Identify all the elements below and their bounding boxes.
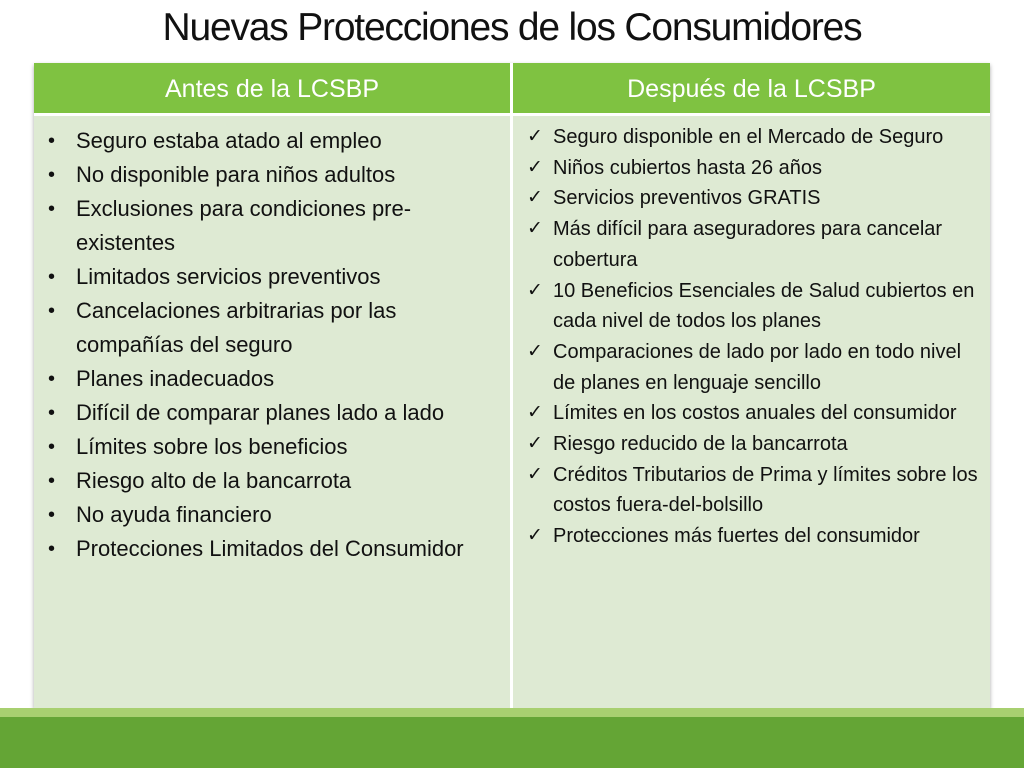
bullet-icon: •	[48, 266, 56, 288]
after-column	[513, 116, 990, 708]
before-item: • Seguro estaba atado al empleo	[44, 124, 500, 158]
before-item: • Planes inadecuados	[44, 362, 500, 396]
checkmark-icon: ✓	[527, 340, 543, 362]
comparison-table	[34, 63, 990, 708]
bullet-icon: •	[48, 436, 56, 458]
footer-band-light	[0, 708, 1024, 717]
bullet-icon: •	[48, 130, 56, 152]
after-item: ✓ Seguro disponible en el Mercado de Seguro	[523, 122, 984, 153]
checkmark-icon: ✓	[527, 463, 543, 485]
checkmark-icon: ✓	[527, 187, 543, 209]
footer-band-dark	[0, 717, 1024, 768]
checkmark-icon: ✓	[527, 525, 543, 547]
after-item: ✓ Comparaciones de lado por lado en todo nivel de planes en lenguaje sencillo	[523, 337, 984, 398]
bullet-icon: •	[48, 368, 56, 390]
after-item: ✓ Riesgo reducido de la bancarrota	[523, 429, 984, 460]
before-item: • Exclusiones para condiciones pre-existentes	[44, 192, 500, 260]
before-list	[34, 116, 510, 566]
before-item: • Cancelaciones arbitrarias por las compañías del seguro	[44, 294, 500, 362]
checkmark-icon: ✓	[527, 218, 543, 240]
checkmark-icon: ✓	[527, 126, 543, 147]
before-item: • No ayuda financiero	[44, 498, 500, 532]
checkmark-icon: ✓	[527, 433, 543, 455]
checkmark-icon: ✓	[527, 156, 543, 178]
before-column	[34, 116, 510, 708]
after-item: ✓ Niños cubiertos hasta 26 años	[523, 153, 984, 184]
bullet-icon: •	[48, 470, 56, 492]
checkmark-icon: ✓	[527, 402, 543, 424]
checkmark-icon: ✓	[527, 279, 543, 301]
before-item: • Riesgo alto de la bancarrota	[44, 464, 500, 498]
after-item: ✓ Créditos Tributarios de Prima y límites sobre los costos fuera-del-bolsillo	[523, 460, 984, 521]
header-before: Antes de la LCSBP	[34, 63, 510, 113]
bullet-icon: •	[48, 164, 56, 186]
bullet-icon: •	[48, 402, 56, 424]
slide-title: Nuevas Protecciones de los Consumidores	[162, 6, 862, 49]
bullet-icon: •	[48, 538, 56, 560]
after-list	[513, 116, 990, 552]
after-item: ✓ Servicios preventivos GRATIS	[523, 183, 984, 214]
after-item: ✓ Más difícil para aseguradores para cancelar cobertura	[523, 214, 984, 275]
bullet-icon: •	[48, 198, 56, 220]
before-item: • Límites sobre los beneficios	[44, 430, 500, 464]
header-after: Después de la LCSBP	[513, 63, 990, 113]
bullet-icon: •	[48, 300, 56, 322]
before-item: • No disponible para niños adultos	[44, 158, 500, 192]
before-item: • Protecciones Limitados del Consumidor	[44, 532, 500, 566]
before-item: • Limitados servicios preventivos	[44, 260, 500, 294]
after-item: ✓ Protecciones más fuertes del consumidor	[523, 521, 984, 552]
before-item: • Difícil de comparar planes lado a lado	[44, 396, 500, 430]
after-item: ✓ Límites en los costos anuales del consumidor	[523, 398, 984, 429]
bullet-icon: •	[48, 504, 56, 526]
after-item: ✓ 10 Beneficios Esenciales de Salud cubiertos en cada nivel de todos los planes	[523, 276, 984, 337]
